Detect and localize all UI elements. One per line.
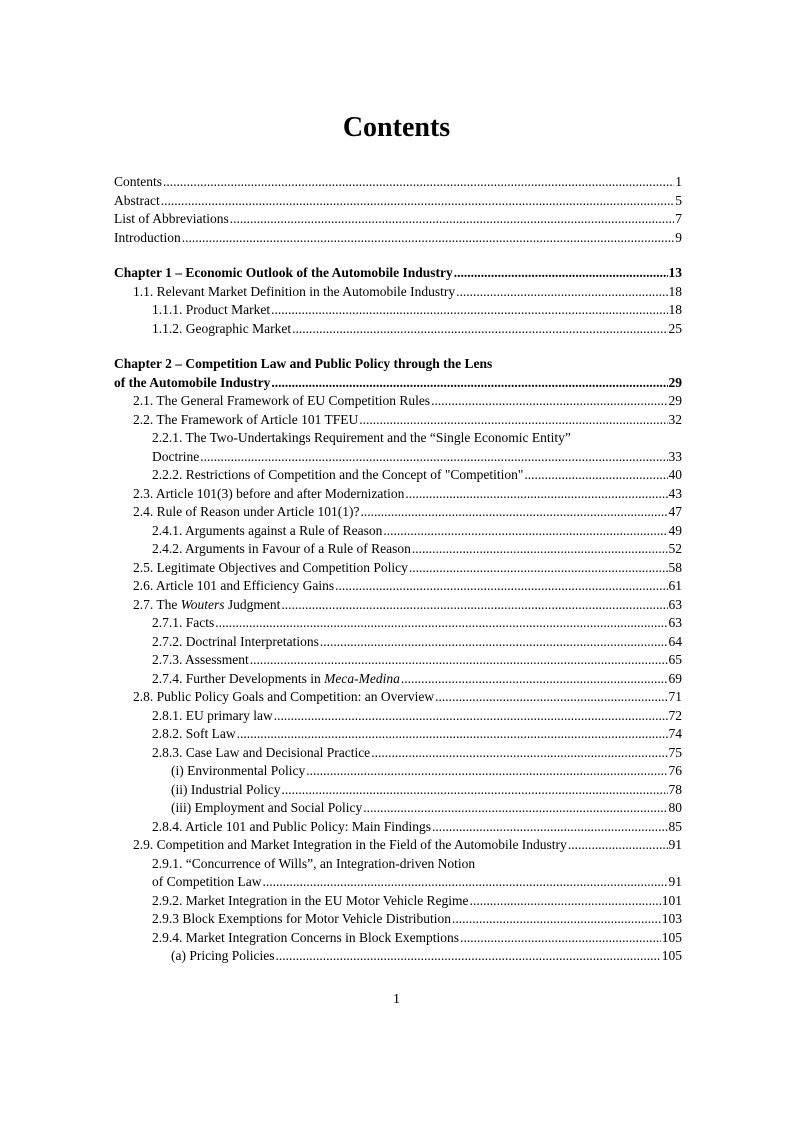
toc-entry-introduction[interactable]: Introduction ..... 9	[114, 229, 682, 248]
toc-entry[interactable]: 2.8.1. EU primary law ..... 72	[114, 707, 682, 726]
toc-chapter-1[interactable]: Chapter 1 – Economic Outlook of the Automobile Industry ..... 13	[114, 264, 682, 283]
toc-entry[interactable]: 2.9.4. Market Integration Concerns in Block Exemptions ..... 105	[114, 929, 682, 948]
toc-entry[interactable]: 2.8.3. Case Law and Decisional Practice ..... 75	[114, 744, 682, 763]
toc-entry-contents[interactable]: Contents ..... 1	[114, 173, 682, 192]
toc-entry[interactable]: (a) Pricing Policies ..... 105	[114, 947, 682, 966]
toc-entry[interactable]: 2.1. The General Framework of EU Competition Rules ..... 29	[114, 392, 682, 411]
toc-entry[interactable]: 2.2.2. Restrictions of Competition and the Concept of "Competition" ..... 40	[114, 466, 682, 485]
toc-entry-abbreviations[interactable]: List of Abbreviations ..... 7	[114, 210, 682, 229]
toc-entry[interactable]: 1.1.1. Product Market ..... 18	[114, 301, 682, 320]
toc-entry[interactable]: 2.7.3. Assessment ..... 65	[114, 651, 682, 670]
toc-entry[interactable]: 2.8.4. Article 101 and Public Policy: Main Findings ..... 85	[114, 818, 682, 837]
toc-entry[interactable]: (i) Environmental Policy ..... 76	[114, 762, 682, 781]
page-number: 1	[393, 992, 400, 1007]
toc-entry[interactable]: of Competition Law ..... 91	[114, 873, 682, 892]
toc-entry-wrap[interactable]: 2.9.1. “Concurrence of Wills”, an Integration-driven Notion	[152, 855, 476, 871]
toc-entry[interactable]: 1.1.2. Geographic Market ..... 25	[114, 320, 682, 339]
table-of-contents	[114, 173, 682, 966]
toc-entry[interactable]: 2.7. The Wouters Judgment ..... 63	[114, 596, 682, 615]
toc-entry[interactable]: 2.9.3 Block Exemptions for Motor Vehicle Distribution ..... 103	[114, 910, 682, 929]
toc-chapter-2[interactable]: of the Automobile Industry ..... 29	[114, 374, 682, 393]
toc-entry[interactable]: Doctrine ..... 33	[114, 448, 682, 467]
toc-entry[interactable]: 2.9. Competition and Market Integration in the Field of the Automobile Industry ..... 91	[114, 836, 682, 855]
toc-chapter-2-line1[interactable]: Chapter 2 – Competition Law and Public Policy through the Lens	[114, 356, 493, 371]
toc-entry[interactable]: 2.5. Legitimate Objectives and Competition Policy ..... 58	[114, 559, 682, 578]
toc-entry-abstract[interactable]: Abstract ..... 5	[114, 192, 682, 211]
toc-entry[interactable]: 2.7.4. Further Developments in Meca-Medina ..... 69	[114, 670, 682, 689]
page-title: Contents	[342, 112, 451, 143]
toc-entry[interactable]: (ii) Industrial Policy ..... 78	[114, 781, 682, 800]
toc-entry[interactable]: 2.3. Article 101(3) before and after Modernization ..... 43	[114, 485, 682, 504]
toc-entry[interactable]: 2.4.2. Arguments in Favour of a Rule of Reason ..... 52	[114, 540, 682, 559]
toc-entry-wrap[interactable]: 2.2.1. The Two-Undertakings Requirement and the “Single Economic Entity”	[152, 430, 571, 445]
toc-entry[interactable]: 2.6. Article 101 and Efficiency Gains ..... 61	[114, 577, 682, 596]
toc-entry[interactable]: 2.9.2. Market Integration in the EU Motor Vehicle Regime ..... 101	[114, 892, 682, 911]
toc-entry[interactable]: 2.4. Rule of Reason under Article 101(1)? ..... 47	[114, 503, 682, 522]
toc-entry[interactable]: 2.7.2. Doctrinal Interpretations ..... 64	[114, 633, 682, 652]
toc-entry[interactable]: 2.8.2. Soft Law ..... 74	[114, 725, 682, 744]
toc-entry[interactable]: 1.1. Relevant Market Definition in the Automobile Industry ..... 18	[114, 283, 682, 302]
toc-entry[interactable]: 2.2. The Framework of Article 101 TFEU ..... 32	[114, 411, 682, 430]
toc-entry[interactable]: 2.8. Public Policy Goals and Competition: an Overview ..... 71	[114, 688, 682, 707]
toc-entry[interactable]: 2.7.1. Facts ..... 63	[114, 614, 682, 633]
toc-entry[interactable]: 2.4.1. Arguments against a Rule of Reason ..... 49	[114, 522, 682, 541]
toc-entry[interactable]: (iii) Employment and Social Policy ..... 80	[114, 799, 682, 818]
